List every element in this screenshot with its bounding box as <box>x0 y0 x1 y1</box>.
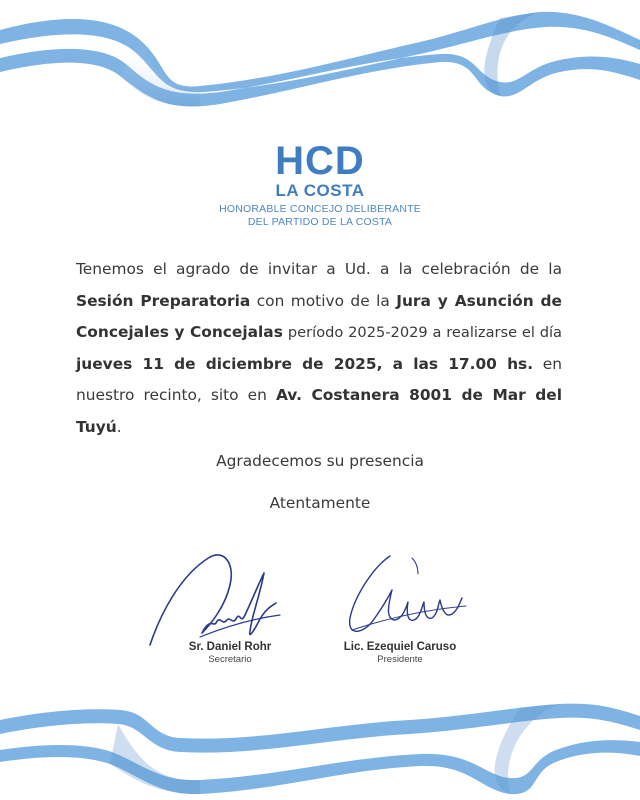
invitation-text <box>76 254 562 443</box>
signer-role: Secretario <box>208 654 252 665</box>
invite-period: período 2025-2029 a realizarse el día <box>287 324 562 341</box>
signer-role: Presidente <box>377 654 423 665</box>
invite-session: Sesión Preparatoria <box>76 291 251 310</box>
logo-location: LA COSTA <box>275 181 365 200</box>
invite-address: Av. Costanera 8001 de Mar del Tuyú <box>76 386 562 436</box>
thanks-text: Agradecemos su presencia <box>216 452 424 470</box>
signer-rohr <box>140 640 320 666</box>
logo-brand: HCD <box>275 139 365 183</box>
hcd-logo <box>0 140 640 229</box>
invite-part-2: con motivo de la <box>250 291 397 310</box>
logo-subtitle-1: HONORABLE CONCEJO DELIBERANTE <box>219 203 421 215</box>
logo-subtitle-2: DEL PARTIDO DE LA COSTA <box>247 216 393 228</box>
signer-name: Sr. Daniel Rohr <box>188 641 272 653</box>
invite-part-5: en nuestro recinto, sito en <box>76 354 562 404</box>
signer-name: Lic. Ezequiel Caruso <box>343 641 457 653</box>
invite-part-6: . <box>116 417 122 436</box>
invite-date: jueves 11 de diciembre de 2025, a las 17.00 hs. <box>76 354 534 373</box>
flag-ribbon-bottom <box>0 680 640 800</box>
invite-part-1: Tenemos el agrado de invitar a Ud. a la celebración de la <box>76 260 562 278</box>
regards-text: Atentamente <box>269 494 371 512</box>
signature-rohr <box>140 545 290 650</box>
signature-caruso <box>342 548 472 643</box>
invite-oath: Jura y Asunción de Concejales y Concejalas <box>76 291 563 341</box>
flag-ribbon-top <box>0 0 640 120</box>
signer-caruso <box>310 640 490 666</box>
